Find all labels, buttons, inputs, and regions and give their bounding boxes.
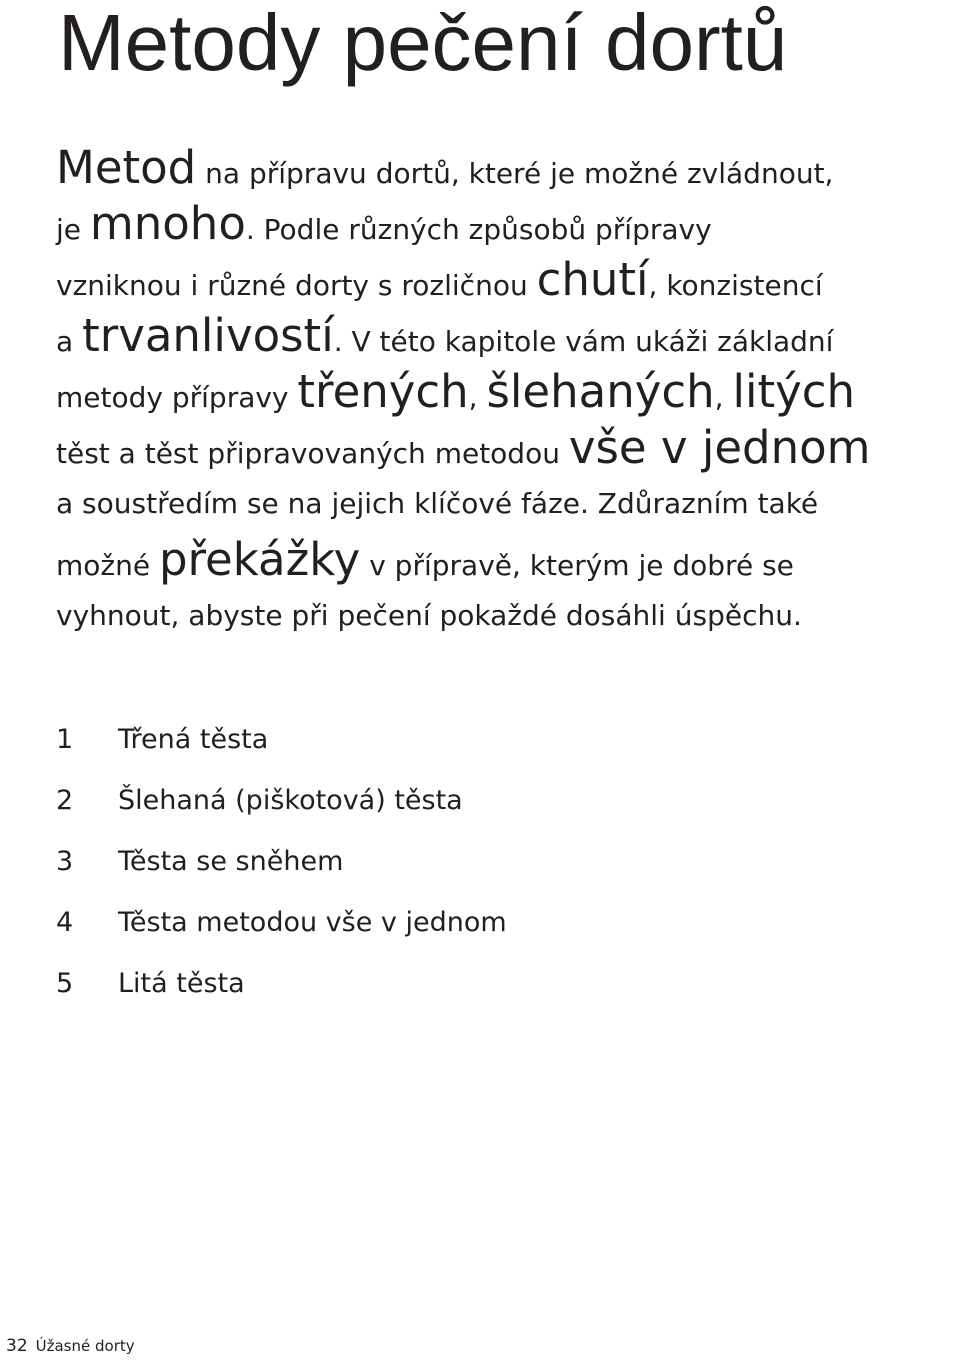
highlight-word: Metod [56, 141, 197, 194]
page-title: Metody pečení dortů [58, 0, 788, 87]
highlight-word: vše v jednom [568, 421, 871, 474]
intro-line [56, 532, 960, 588]
list-text: Třená těsta [118, 724, 269, 755]
intro-text: vyhnout, abyste při pečení pokaždé dosáhli úspěchu. [56, 599, 802, 632]
intro-line [56, 308, 960, 364]
page-footer [6, 1336, 135, 1356]
list-item [56, 962, 507, 1023]
highlight-word: litých [732, 365, 855, 418]
intro-line [56, 476, 960, 532]
intro-text: těst a těst připravovaných metodou [56, 437, 569, 470]
intro-text: , [468, 381, 487, 414]
list-text: Šlehaná (piškotová) těsta [118, 785, 463, 816]
intro-line [56, 252, 960, 308]
intro-text: a soustředím se na jejich klíčové fáze. Zdůrazním také [56, 487, 819, 520]
list-item [56, 779, 507, 840]
intro-line [56, 420, 960, 476]
intro-paragraph [56, 140, 960, 644]
list-text: Těsta metodou vše v jednom [118, 907, 507, 938]
list-text: Těsta se sněhem [118, 846, 344, 877]
list-number: 1 [56, 724, 74, 755]
chapter-list [56, 718, 507, 1023]
intro-line [56, 588, 960, 644]
list-item [56, 718, 507, 779]
intro-line [56, 196, 960, 252]
intro-line [56, 140, 960, 196]
intro-text: . V této kapitole vám ukáži základní [333, 325, 834, 358]
list-item [56, 901, 507, 962]
highlight-word: překážky [158, 533, 361, 586]
list-text: Litá těsta [118, 968, 245, 999]
intro-text: na přípravu dortů, které je možné zvládnout, [196, 157, 834, 190]
highlight-word: mnoho [89, 197, 246, 250]
intro-text: v přípravě, kterým je dobré se [360, 549, 794, 582]
intro-text: metody přípravy [56, 381, 298, 414]
intro-text: a [56, 325, 83, 358]
book-title: Úžasné dorty [35, 1337, 135, 1355]
list-number: 5 [56, 968, 74, 999]
intro-text: , konzistencí [648, 269, 823, 302]
highlight-word: chutí [536, 253, 649, 306]
highlight-word: třených [297, 365, 469, 418]
intro-text: je [56, 213, 90, 246]
intro-text: možné [56, 549, 159, 582]
list-item [56, 840, 507, 901]
list-number: 2 [56, 785, 74, 816]
intro-text: vzniknou i různé dorty s rozličnou [56, 269, 537, 302]
page-number: 32 [6, 1336, 28, 1356]
intro-line [56, 364, 960, 420]
highlight-word: šlehaných [486, 365, 715, 418]
list-number: 4 [56, 907, 74, 938]
intro-text: . Podle různých způsobů přípravy [245, 213, 712, 246]
list-number: 3 [56, 846, 74, 877]
highlight-word: trvanlivostí [82, 309, 334, 362]
intro-text: , [714, 381, 733, 414]
